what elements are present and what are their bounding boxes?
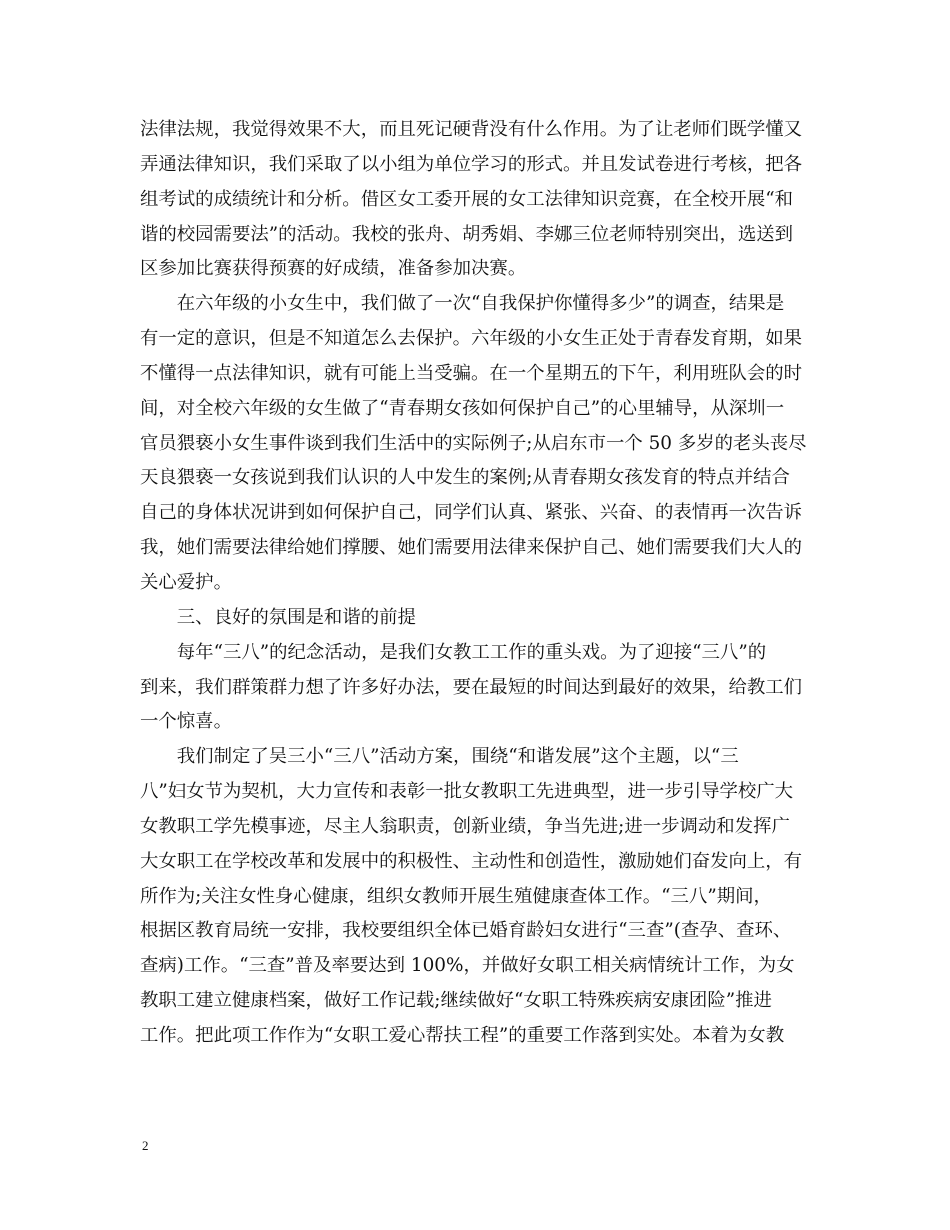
page-number: 2	[142, 1138, 149, 1153]
text-line: 自己的身体状况讲到如何保护自己，同学们认真、紧张、兴奋、的表情再一次告诉	[140, 502, 803, 524]
text-line: 到来，我们群策群力想了许多好办法，要在最短的时间达到最好的效果，给教工们	[140, 676, 803, 698]
text-line: 在六年级的小女生中，我们做了一次“自我保护你懂得多少”的调查，结果是	[140, 293, 785, 315]
text-line: 关心爱护。	[140, 571, 232, 593]
text-line: 大女职工在学校改革和发展中的积极性、主动性和创造性，激励她们奋发向上，有	[140, 850, 803, 872]
text-line: 查病)工作。“三查”普及率要达到 100%，并做好女职工相关病情统计工作，为女	[140, 955, 795, 977]
text-line: 我们制定了吴三小“三八”活动方案，围绕“和谐发展”这个主题，以“三	[140, 746, 739, 768]
text-line: 组考试的成绩统计和分析。借区女工委开展的女工法律知识竞赛，在全校开展“和	[140, 188, 794, 210]
text-line: 所作为;关注女性身心健康，组织女教师开展生殖健康查体工作。“三八”期间，	[140, 885, 772, 907]
text-line: 间，对全校六年级的女生做了“青春期女孩如何保护自己”的心里辅导，从深圳一	[140, 397, 785, 419]
text-line: 我，她们需要法律给她们撑腰、她们需要用法律来保护自己、她们需要我们大人的	[140, 537, 803, 559]
text-line: 官员猥亵小女生事件谈到我们生活中的实际例子;从启东市一个 50 多岁的老头丧尽	[140, 432, 807, 454]
text-line: 八”妇女节为契机，大力宣传和表彰一批女教职工先进典型，进一步引导学校广大	[140, 781, 794, 803]
text-line: 根据区教育局统一安排，我校要组织全体已婚育龄妇女进行“三查”(查孕、查环、	[140, 920, 792, 942]
text-line: 不懂得一点法律知识，就有可能上当受骗。在一个星期五的下午，利用班队会的时	[140, 362, 803, 384]
text-line: 区参加比赛获得预赛的好成绩，准备参加决赛。	[140, 258, 527, 280]
text-line: 谐的校园需要法”的活动。我校的张舟、胡秀娟、李娜三位老师特别突出，选送到	[140, 223, 794, 245]
body-text	[140, 113, 824, 1054]
text-line: 弄通法律知识，我们采取了以小组为单位学习的形式。并且发试卷进行考核，把各	[140, 153, 803, 175]
text-line: 教职工建立健康档案，做好工作记载;继续做好“女职工特殊疾病安康团险”推进	[140, 990, 772, 1012]
text-line: 工作。把此项工作作为“女职工爱心帮扶工程”的重要工作落到实处。本着为女教	[140, 1024, 785, 1046]
text-line: 一个惊喜。	[140, 711, 232, 733]
text-line: 三、良好的氛围是和谐的前提	[140, 606, 416, 628]
text-line: 女教职工学先模事迹，尽主人翁职责，创新业绩，争当先进;进一步调动和发挥广	[140, 815, 790, 837]
text-line: 有一定的意识，但是不知道怎么去保护。六年级的小女生正处于青春发育期，如果	[140, 328, 803, 350]
text-line: 每年“三八”的纪念活动，是我们女教工工作的重头戏。为了迎接“三八”的	[140, 641, 767, 663]
text-line: 天良猥亵一女孩说到我们认识的人中发生的案例;从青春期女孩发育的特点并结合	[140, 467, 790, 489]
text-line: 法律法规，我觉得效果不大，而且死记硬背没有什么作用。为了让老师们既学懂又	[140, 119, 803, 140]
